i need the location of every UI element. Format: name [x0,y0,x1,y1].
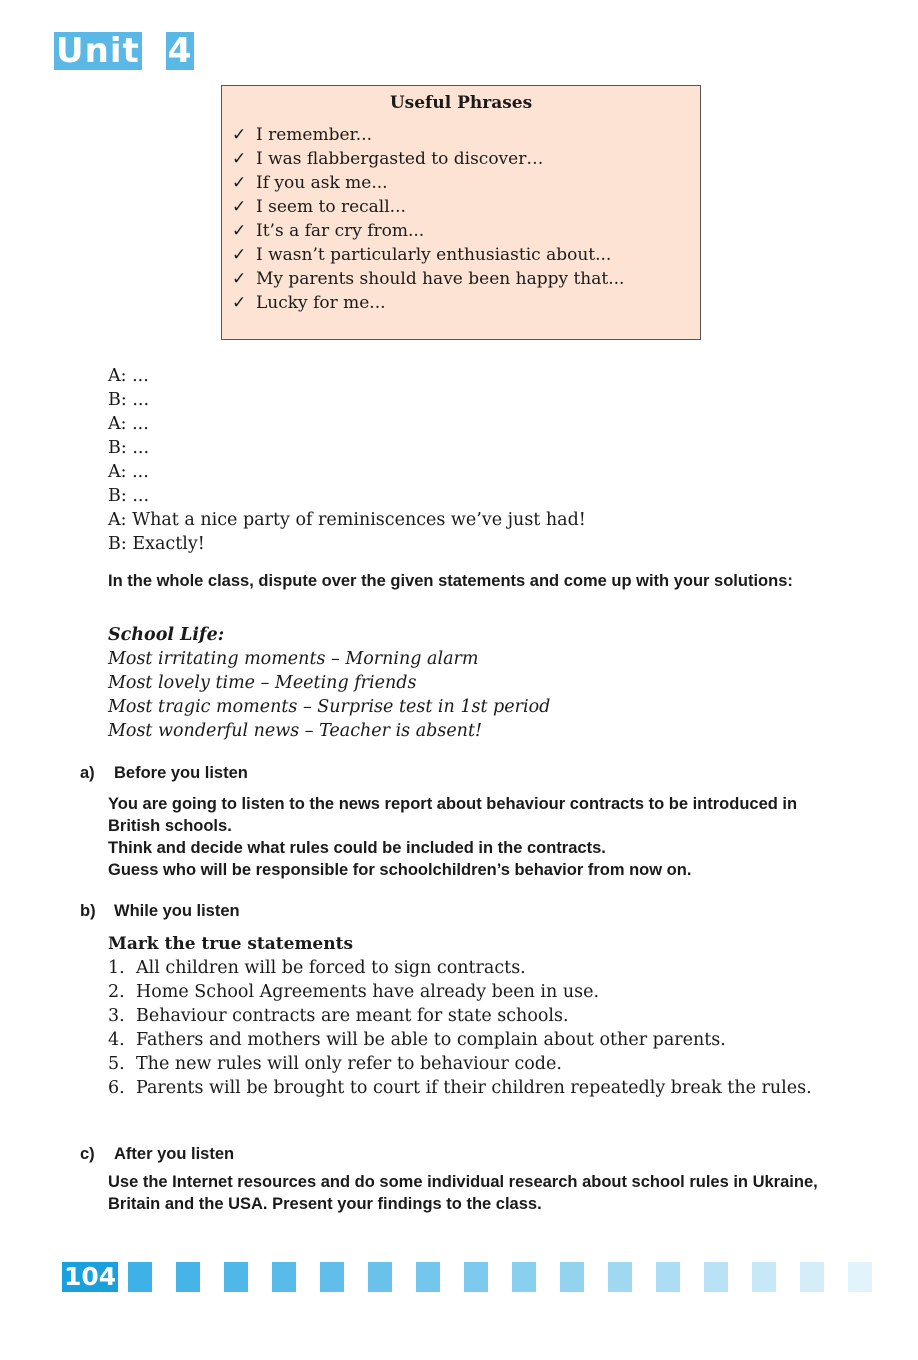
decorative-square [368,1262,392,1292]
decorative-square [176,1262,200,1292]
statement-line: Most lovely time – Meeting friends [108,673,417,693]
dialogue-line: A: ... [108,366,149,386]
phrase-item: ✓ I remember... [232,125,373,145]
dialogue-line: B: ... [108,486,150,506]
before-listen-heading [80,762,248,784]
dialogue-line: B: ... [108,390,150,410]
decorative-square [464,1262,488,1292]
instruction-line: Think and decide what rules could be included in the contracts. [108,839,606,857]
unit-number: 4 [167,31,193,71]
decorative-square [704,1262,728,1292]
decorative-square [752,1262,776,1292]
school-life-heading: School Life: [108,625,225,645]
section-title: After you listen [114,1145,235,1163]
phrase-item: ✓ Lucky for me... [232,293,386,313]
page-number: 104 [64,1262,117,1291]
statement-line: Most tragic moments – Surprise test in 1st period [108,697,551,717]
decorative-square [320,1262,344,1292]
check-icon: ✓ [232,293,247,313]
instruction-line: You are going to listen to the news report about behaviour contracts to be introduced in British schools. [108,795,798,835]
decorative-square [272,1262,296,1292]
phrase-item: ✓ If you ask me... [232,173,388,193]
section-letter: c) [80,1145,95,1163]
phrase-item: ✓ It’s a far cry from... [232,221,425,241]
statement-line: Most irritating moments – Morning alarm [108,649,479,669]
unit-header [54,32,194,70]
list-item: 2. Home School Agreements have already been in use. [108,982,600,1002]
decorative-square [608,1262,632,1292]
check-icon: ✓ [232,221,247,241]
phrase-item: ✓ I seem to recall... [232,197,406,217]
dialogue-line: A: ... [108,462,149,482]
dialogue-line: A: ... [108,414,149,434]
section-letter: b) [80,902,96,920]
decorative-square [128,1262,152,1292]
decorative-square [848,1262,872,1292]
useful-phrases-title: Useful Phrases [389,93,533,113]
list-item: 3. Behaviour contracts are meant for state schools. [108,1006,569,1026]
dialogue-line: B: ... [108,438,150,458]
section-title: While you listen [114,902,240,920]
school-life-statements [108,623,550,743]
dialogue-line: A: What a nice party of reminiscences we’ve just had! [108,510,586,530]
after-listen-heading [80,1143,234,1165]
statement-line: Most wonderful news – Teacher is absent! [108,721,483,741]
check-icon: ✓ [232,245,247,265]
list-item: 5. The new rules will only refer to behaviour code. [108,1054,562,1074]
instruction-line: Guess who will be responsible for schoolchildren’s behavior from now on. [108,861,692,879]
section-letter: a) [80,764,95,782]
unit-label: Unit [56,31,140,71]
check-icon: ✓ [232,173,247,193]
check-icon: ✓ [232,125,247,145]
check-icon: ✓ [232,149,247,169]
section-title: Before you listen [114,764,248,782]
list-item: 6. Parents will be brought to court if their children repeatedly break the rules. [108,1078,812,1098]
list-item: 4. Fathers and mothers will be able to complain about other parents. [108,1030,726,1050]
discussion-instruction: In the whole class, dispute over the given statements and come up with your solutions: [108,572,793,590]
decorative-square [512,1262,536,1292]
while-listen-heading [80,900,240,922]
phrases-list [232,123,690,315]
true-false-statements [108,956,853,1100]
before-listen-text [108,793,853,881]
dialogue [108,364,586,556]
dialogue-line: B: Exactly! [108,534,205,554]
check-icon: ✓ [232,197,247,217]
phrase-item: ✓ I wasn’t particularly enthusiastic about... [232,245,612,265]
decorative-square [656,1262,680,1292]
check-icon: ✓ [232,269,247,289]
decorative-square [224,1262,248,1292]
page-footer [62,1262,872,1292]
decorative-square [560,1262,584,1292]
decorative-squares [128,1262,872,1292]
after-listen-text: Use the Internet resources and do some individual research about school rules in Ukraine, Britain and the USA. Present your findings to the class. [108,1173,818,1213]
list-item: 1. All children will be forced to sign contracts. [108,958,526,978]
mark-task: Mark the true statements [108,934,354,954]
decorative-square [416,1262,440,1292]
useful-phrases-box [221,85,701,340]
decorative-square [800,1262,824,1292]
phrase-item: ✓ My parents should have been happy that... [232,269,625,289]
phrase-item: ✓ I was flabbergasted to discover… [232,149,544,169]
